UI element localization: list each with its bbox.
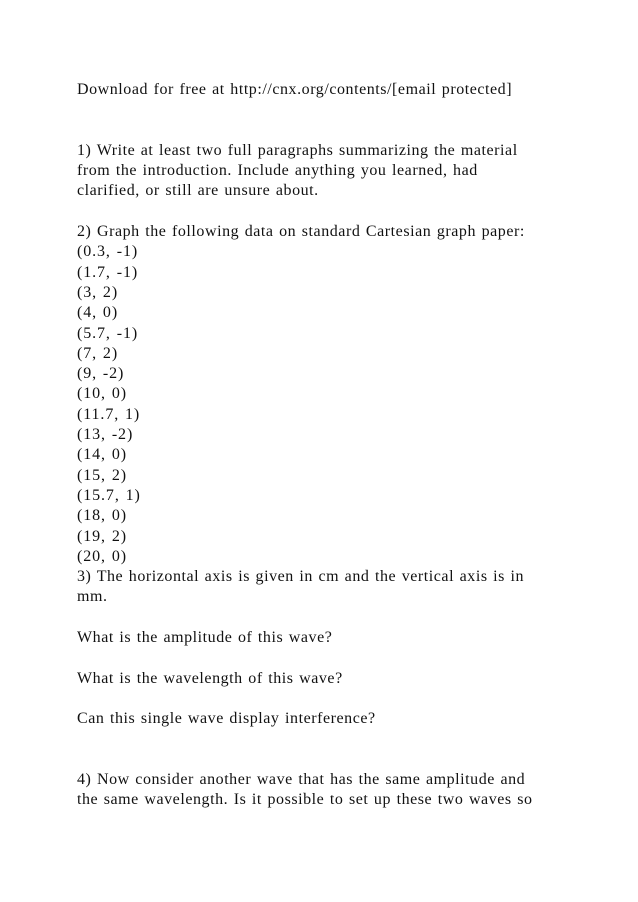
download-line: Download for free at http://cnx.org/contents/[email protected] xyxy=(77,81,513,98)
data-point: (11.7, 1) xyxy=(77,405,141,423)
question-1-line: clarified, or still are unsure about. xyxy=(77,182,319,200)
data-point: (19, 2) xyxy=(77,527,127,545)
spacer xyxy=(77,202,617,222)
data-point: (18, 0) xyxy=(77,507,127,525)
question-3-line: mm. xyxy=(77,588,108,606)
amplitude-question: What is the amplitude of this wave? xyxy=(77,629,333,647)
spacer xyxy=(77,100,617,141)
data-point: (1.7, -1) xyxy=(77,263,139,281)
wavelength-question: What is the wavelength of this wave? xyxy=(77,669,343,687)
data-point: (0.3, -1) xyxy=(77,243,139,261)
interference-question: Can this single wave display interference? xyxy=(77,710,376,728)
spacer xyxy=(77,730,617,771)
data-point: (15.7, 1) xyxy=(77,486,141,504)
data-point: (4, 0) xyxy=(77,304,119,322)
spacer xyxy=(77,648,617,668)
data-point: (3, 2) xyxy=(77,283,119,301)
data-point: (9, -2) xyxy=(77,365,125,383)
spacer xyxy=(77,689,617,709)
question-4-line: the same wavelength. Is it possible to set up these two waves so xyxy=(77,791,533,809)
spacer xyxy=(77,608,617,628)
question-2-intro: 2) Graph the following data on standard Cartesian graph paper: xyxy=(77,223,525,241)
question-1 xyxy=(77,141,617,202)
question-2 xyxy=(77,222,617,567)
question-1-line: from the introduction. Include anything you learned, had xyxy=(77,162,478,180)
data-point: (7, 2) xyxy=(77,344,119,362)
data-point: (10, 0) xyxy=(77,385,127,403)
data-point: (13, -2) xyxy=(77,426,134,444)
question-3 xyxy=(77,567,617,729)
question-3-line: 3) The horizontal axis is given in cm and the vertical axis is in xyxy=(77,568,525,586)
data-point: (14, 0) xyxy=(77,446,127,464)
data-point: (15, 2) xyxy=(77,466,127,484)
question-1-line: 1) Write at least two full paragraphs summarizing the material xyxy=(77,141,518,159)
data-point: (20, 0) xyxy=(77,547,127,565)
document-page xyxy=(77,80,617,811)
question-4 xyxy=(77,770,617,811)
data-point: (5.7, -1) xyxy=(77,324,139,342)
data-point-list xyxy=(77,242,617,567)
question-4-line: 4) Now consider another wave that has the same amplitude and xyxy=(77,771,526,789)
